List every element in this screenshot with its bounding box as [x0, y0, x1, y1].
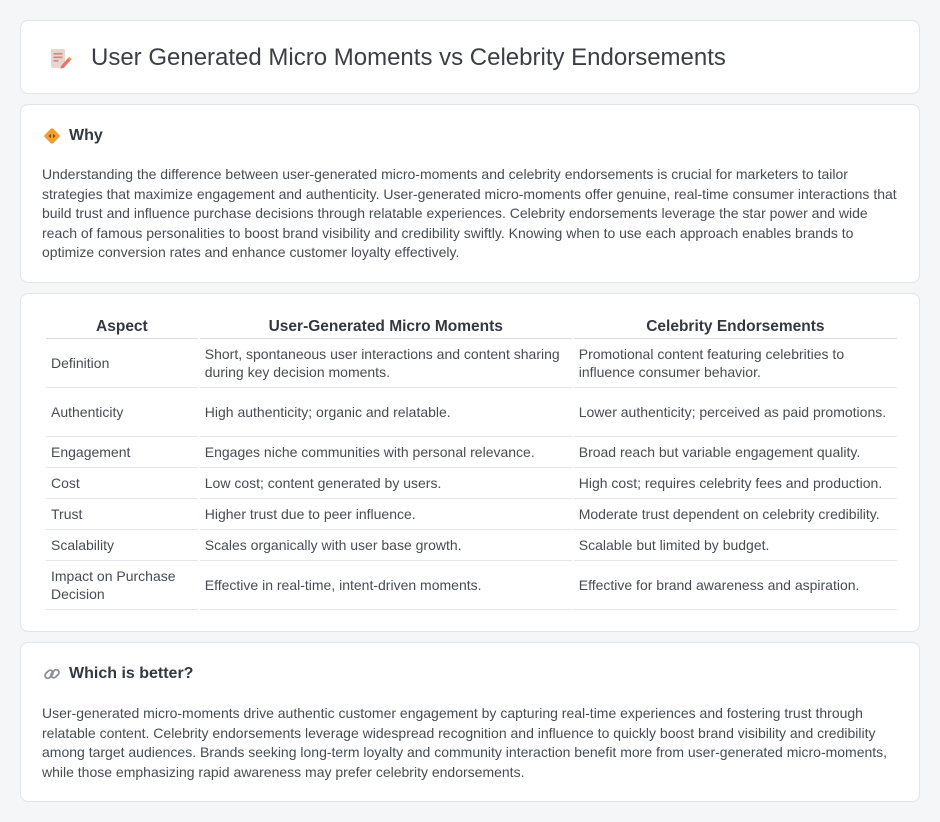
cell-user-generated: Effective in real-time, intent-driven moments. — [200, 561, 572, 610]
cell-celebrity: Scalable but limited by budget. — [574, 530, 897, 561]
link-icon — [43, 665, 61, 683]
cell-aspect: Authenticity — [46, 388, 198, 437]
header-user-generated: User-Generated Micro Moments — [200, 315, 572, 339]
which-is-better-section — [20, 642, 920, 802]
comparison-table — [44, 315, 899, 610]
diamond-arrows-icon — [43, 127, 61, 145]
table-row — [46, 437, 897, 468]
why-title: Why — [69, 127, 103, 144]
cell-aspect: Trust — [46, 499, 198, 530]
table-row — [46, 388, 897, 437]
cell-celebrity: Promotional content featuring celebrities to influence consumer behavior. — [574, 339, 897, 388]
why-text: Understanding the difference between user-generated micro-moments and celebrity endorsements is crucial for marketers to tailor strategies that maximize engagement and authenticity. User-generated micro-moments offer genuine, real-time consumer interactions that build trust and influence purchase decisions through relatable experiences. Celebrity endorsements leverage the star power and wide reach of famous personalities to boost brand visibility and credibility swiftly. Knowing when to use each approach enables brands to optimize conversion rates and enhance customer loyalty effectively. — [42, 166, 897, 261]
header-aspect: Aspect — [46, 315, 198, 339]
cell-celebrity: Broad reach but variable engagement quality. — [574, 437, 897, 468]
better-header — [43, 665, 193, 683]
comparison-section — [20, 293, 920, 632]
cell-celebrity: Lower authenticity; perceived as paid promotions. — [574, 388, 897, 437]
better-text: User-generated micro-moments drive authentic customer engagement by capturing real-time experiences and fostering trust through relatable content. Celebrity endorsements leverage widespread recognition and influence to quickly boost brand visibility and credibility among target audiences. Brands seeking long-term loyalty and community interaction benefit more from user-generated micro-moments, while those emphasizing rapid awareness may prefer celebrity endorsements. — [42, 705, 888, 780]
cell-user-generated: High authenticity; organic and relatable. — [200, 388, 572, 437]
table-row — [46, 561, 897, 610]
cell-user-generated: Low cost; content generated by users. — [200, 468, 572, 499]
table-row — [46, 339, 897, 388]
cell-user-generated: Scales organically with user base growth. — [200, 530, 572, 561]
why-section — [20, 104, 920, 283]
cell-user-generated: Short, spontaneous user interactions and content sharing during key decision moments. — [200, 339, 572, 388]
table-row — [46, 499, 897, 530]
cell-aspect: Impact on Purchase Decision — [46, 561, 198, 610]
cell-user-generated: Higher trust due to peer influence. — [200, 499, 572, 530]
better-title: Which is better? — [69, 665, 194, 682]
table-header-row — [46, 315, 897, 339]
cell-aspect: Scalability — [46, 530, 198, 561]
why-header — [43, 127, 103, 145]
cell-celebrity: Effective for brand awareness and aspiration. — [574, 561, 897, 610]
cell-aspect: Engagement — [46, 437, 198, 468]
page-title: User Generated Micro Moments vs Celebrity Endorsements — [91, 44, 726, 71]
cell-user-generated: Engages niche communities with personal relevance. — [200, 437, 572, 468]
header-card — [20, 20, 920, 94]
cell-celebrity: High cost; requires celebrity fees and production. — [574, 468, 897, 499]
cell-aspect: Definition — [46, 339, 198, 388]
document-edit-icon — [48, 47, 72, 71]
table-row — [46, 468, 897, 499]
table-row — [46, 530, 897, 561]
cell-celebrity: Moderate trust dependent on celebrity credibility. — [574, 499, 897, 530]
header-celebrity: Celebrity Endorsements — [574, 315, 897, 339]
cell-aspect: Cost — [46, 468, 198, 499]
